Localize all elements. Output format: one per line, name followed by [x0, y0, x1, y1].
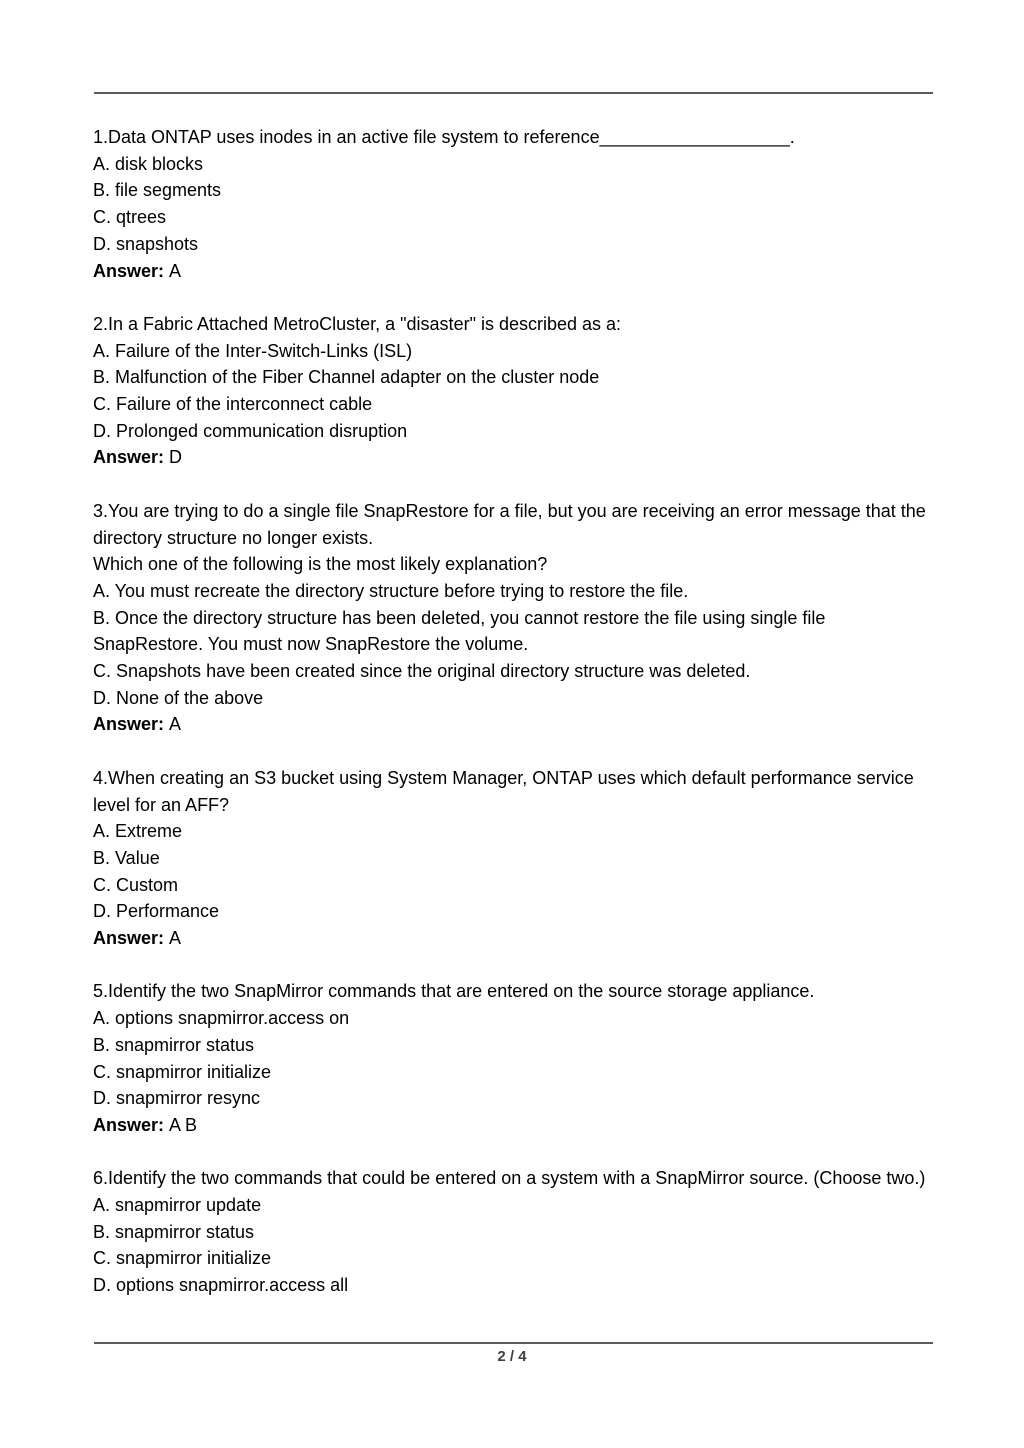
- question-text: [93, 498, 938, 578]
- question-option: D. options snapmirror.access all: [93, 1275, 349, 1296]
- question-text-line: 4.When creating an S3 bucket using System Manager, ONTAP uses which default performance service level for an AFF?: [93, 767, 914, 815]
- header-rule: [94, 92, 933, 94]
- question-block: [93, 978, 938, 1138]
- question-option: B. Value: [93, 847, 160, 868]
- question-block: [93, 765, 938, 952]
- answer-value: A: [169, 260, 182, 281]
- question-option: C. Snapshots have been created since the original directory structure was deleted.: [93, 661, 751, 682]
- question-text-line: 5.Identify the two SnapMirror commands that are entered on the source storage appliance.: [93, 981, 815, 1002]
- question-option: A. snapmirror update: [93, 1195, 262, 1216]
- question-text-line: Which one of the following is the most likely explanation?: [93, 554, 548, 575]
- question-option: C. qtrees: [93, 207, 167, 228]
- answer-label: Answer:: [93, 260, 165, 281]
- question-text-line: 3.You are trying to do a single file SnapRestore for a file, but you are receiving an error message that the directory structure no longer exists.: [93, 500, 926, 548]
- question-options: [93, 818, 938, 925]
- footer-rule: [94, 1342, 933, 1344]
- question-option: B. snapmirror status: [93, 1221, 255, 1242]
- question-option: D. Prolonged communication disruption: [93, 420, 408, 441]
- answer-line: [93, 1112, 938, 1139]
- question-option: B. file segments: [93, 180, 222, 201]
- question-option: B. snapmirror status: [93, 1034, 255, 1055]
- answer-line: [93, 925, 938, 952]
- question-block: [93, 498, 938, 738]
- answer-label: Answer:: [93, 447, 165, 468]
- question-option: A. disk blocks: [93, 153, 204, 174]
- question-text: [93, 124, 938, 151]
- question-option: A. options snapmirror.access on: [93, 1008, 350, 1029]
- question-option: C. snapmirror initialize: [93, 1248, 272, 1269]
- question-block: [93, 1165, 938, 1299]
- question-options: [93, 151, 938, 258]
- answer-line: [93, 258, 938, 285]
- question-block: [93, 124, 938, 284]
- question-option: D. snapmirror resync: [93, 1088, 261, 1109]
- question-options: [93, 578, 938, 712]
- question-text: [93, 765, 938, 818]
- question-text: [93, 311, 938, 338]
- question-text-line: 6.Identify the two commands that could be entered on a system with a SnapMirror source. (Choose two.): [93, 1168, 926, 1189]
- answer-value: A: [169, 714, 182, 735]
- question-option: D. Performance: [93, 901, 220, 922]
- answer-label: Answer:: [93, 714, 165, 735]
- questions-area: [93, 124, 938, 1299]
- question-text-line: 2.In a Fabric Attached MetroCluster, a "disaster" is described as a:: [93, 313, 622, 334]
- question-text-line: 1.Data ONTAP uses inodes in an active file system to reference___________________.: [93, 127, 795, 147]
- question-option: C. snapmirror initialize: [93, 1061, 272, 1082]
- question-option: B. Once the directory structure has been deleted, you cannot restore the file using single file SnapRestore. You must now SnapRestore the volume.: [93, 607, 826, 655]
- question-option: D. snapshots: [93, 233, 199, 254]
- question-options: [93, 1005, 938, 1112]
- answer-value: A B: [169, 1114, 198, 1135]
- question-option: B. Malfunction of the Fiber Channel adapter on the cluster node: [93, 367, 600, 388]
- question-option: C. Custom: [93, 874, 179, 895]
- question-text: [93, 1165, 938, 1192]
- question-option: A. You must recreate the directory structure before trying to restore the file.: [93, 580, 689, 601]
- question-options: [93, 1192, 938, 1299]
- answer-value: D: [169, 447, 183, 468]
- question-option: A. Extreme: [93, 821, 183, 842]
- question-block: [93, 311, 938, 471]
- answer-label: Answer:: [93, 1114, 165, 1135]
- answer-label: Answer:: [93, 928, 165, 949]
- answer-line: [93, 711, 938, 738]
- question-options: [93, 338, 938, 445]
- answer-line: [93, 444, 938, 471]
- question-option: C. Failure of the interconnect cable: [93, 394, 373, 415]
- question-option: A. Failure of the Inter-Switch-Links (ISL): [93, 340, 413, 361]
- page-number: 2 / 4: [497, 1348, 527, 1365]
- question-option: D. None of the above: [93, 687, 264, 708]
- question-text: [93, 978, 938, 1005]
- answer-value: A: [169, 928, 182, 949]
